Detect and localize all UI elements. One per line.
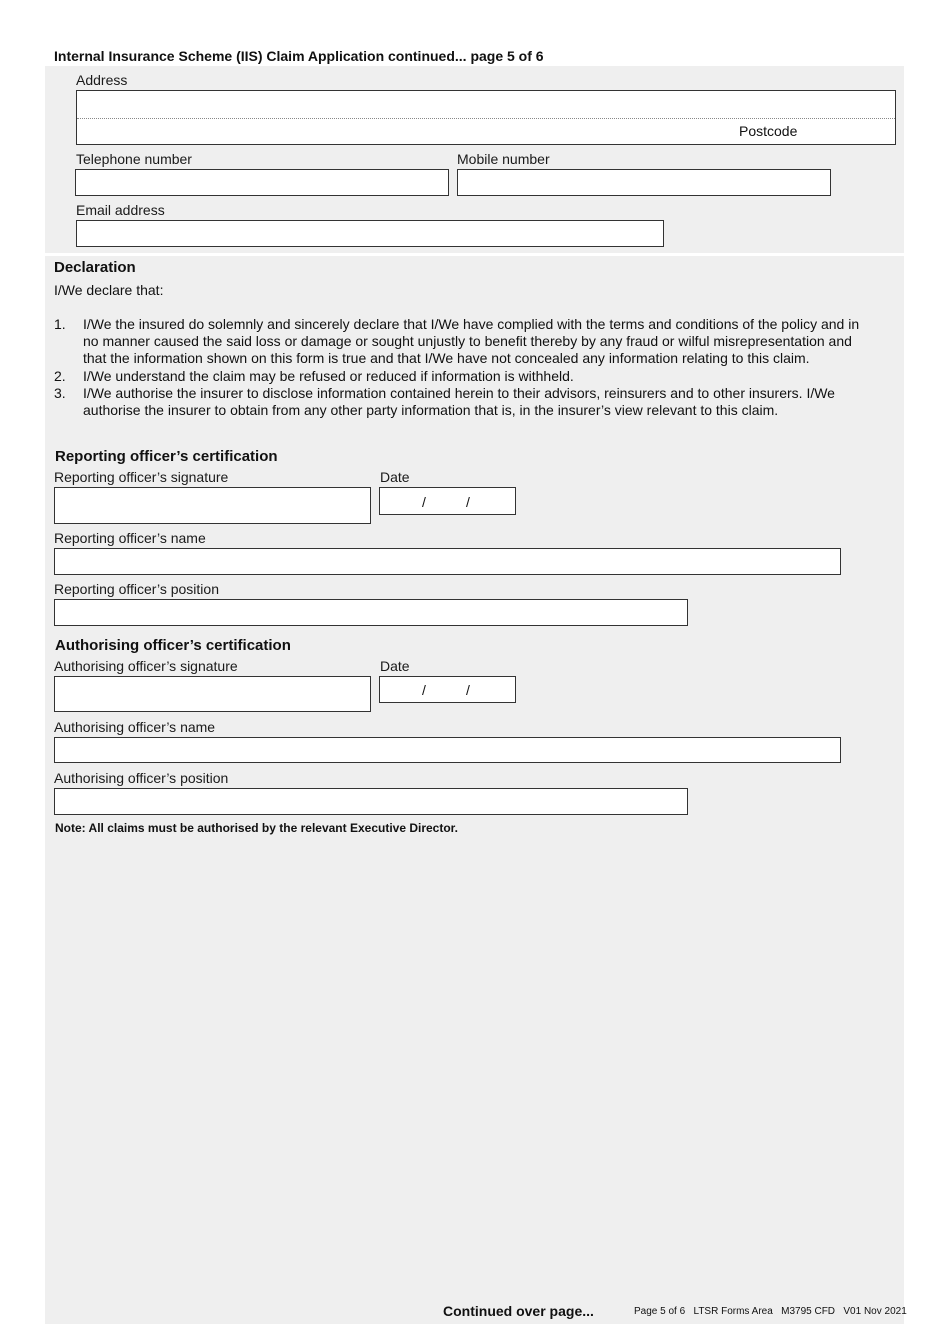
email-label: Email address <box>76 202 165 218</box>
declaration-item-number: 2. <box>54 368 66 384</box>
authorising-position-label: Authorising officer’s position <box>54 770 229 786</box>
authorising-name-label: Authorising officer’s name <box>54 719 216 735</box>
footer-page: Page 5 of 6 <box>634 1306 686 1317</box>
authorising-heading: Authorising officer’s certification <box>55 637 291 654</box>
reporting-heading: Reporting officer’s certification <box>55 448 278 465</box>
mobile-label: Mobile number <box>457 151 550 167</box>
page-title: Internal Insurance Scheme (IIS) Claim Application continued... page 5 of 6 <box>54 48 544 64</box>
authorisation-note: Note: All claims must be authorised by the relevant Executive Director. <box>55 821 459 835</box>
reporting-position-field[interactable] <box>54 599 688 626</box>
authorising-name-field[interactable] <box>54 737 841 763</box>
declaration-item <box>83 385 889 419</box>
declaration-item-number: 3. <box>54 385 66 401</box>
footer-area: LTSR Forms Area <box>693 1306 773 1317</box>
telephone-field[interactable] <box>75 169 449 196</box>
authorising-position-field[interactable] <box>54 788 688 815</box>
postcode-label: Postcode <box>739 123 798 139</box>
telephone-label: Telephone number <box>76 151 192 167</box>
reporting-signature-label: Reporting officer’s signature <box>54 469 229 485</box>
declaration-line: no manner caused the said loss or damage or sought unjustly to benefit thereby by any fraud or wilful misrepresentation and <box>83 333 852 349</box>
reporting-signature-field[interactable] <box>54 487 371 524</box>
declaration-line: I/We authorise the insurer to disclose information contained herein to their advisors, reinsurers and to other insurers. I/We <box>83 385 835 401</box>
authorising-signature-label: Authorising officer’s signature <box>54 658 238 674</box>
footer-code: M3795 CFD <box>781 1306 836 1317</box>
authorising-date-field[interactable] <box>379 676 516 703</box>
declaration-item <box>83 368 889 385</box>
declaration-line: that the information shown on this form is true and that I/We have not concealed any information relating to this claim. <box>83 350 810 366</box>
declaration-intro: I/We declare that: <box>54 282 164 298</box>
date-separator: / <box>466 682 470 698</box>
declaration-line: I/We the insured do solemnly and sincerely declare that I/We have complied with the terms and conditions of the policy and in <box>83 316 860 332</box>
reporting-date-field[interactable] <box>379 487 516 515</box>
date-separator: / <box>466 494 470 510</box>
address-divider <box>77 118 895 119</box>
reporting-name-field[interactable] <box>54 548 841 575</box>
reporting-position-label: Reporting officer’s position <box>54 581 219 597</box>
declaration-heading: Declaration <box>54 259 136 276</box>
declaration-item-number: 1. <box>54 316 66 332</box>
date-separator: / <box>422 494 426 510</box>
address-label: Address <box>76 72 128 88</box>
reporting-name-label: Reporting officer’s name <box>54 530 206 546</box>
reporting-date-label: Date <box>380 469 410 485</box>
mobile-field[interactable] <box>457 169 831 196</box>
email-field[interactable] <box>76 220 664 247</box>
continued-text: Continued over page... <box>443 1303 594 1319</box>
authorising-signature-field[interactable] <box>54 676 371 712</box>
date-separator: / <box>422 682 426 698</box>
declaration-line: I/We understand the claim may be refused or reduced if information is withheld. <box>83 368 574 384</box>
footer-version: V01 Nov 2021 <box>843 1306 907 1317</box>
declaration-line: authorise the insurer to obtain from any other party information that is, in the insurer’s view relevant to this claim. <box>83 402 779 418</box>
footer-info <box>634 1306 907 1317</box>
authorising-date-label: Date <box>380 658 410 674</box>
declaration-item <box>83 316 889 367</box>
